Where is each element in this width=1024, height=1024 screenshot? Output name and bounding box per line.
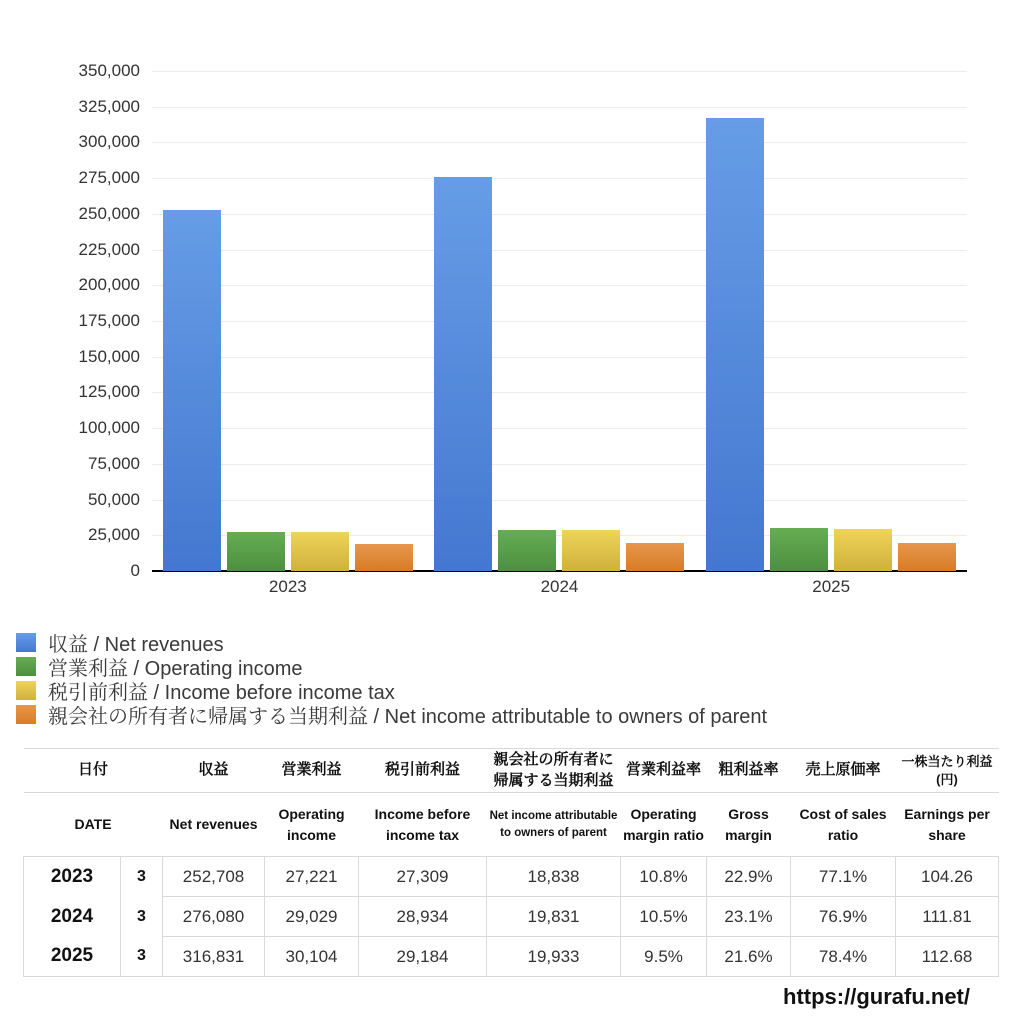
legend-item-4 (16, 702, 767, 726)
y-axis-tick-label: 100,000 (78, 418, 140, 438)
chart-legend (16, 630, 767, 726)
legend-label: 親会社の所有者に帰属する当期利益 / Net income attributable to owners of parent (48, 705, 768, 728)
legend-item-1 (16, 630, 767, 654)
column-header-en: DATE (24, 793, 163, 857)
year-cell: 2025 (24, 937, 121, 977)
column-header-jp: 一株当たり利益(円) (896, 749, 999, 793)
column-header-en: Gross margin (707, 793, 791, 857)
value-cell: 29,184 (359, 937, 487, 977)
value-cell: 30,104 (265, 937, 359, 977)
value-cell: 27,221 (265, 857, 359, 897)
value-cell: 18,838 (487, 857, 621, 897)
table-row (24, 897, 999, 937)
bar-series1-2023 (163, 210, 221, 571)
bar-series4-2025 (898, 543, 956, 572)
y-axis-tick-label: 50,000 (88, 489, 140, 509)
value-cell: 76.9% (791, 897, 896, 937)
value-cell: 10.5% (621, 897, 707, 937)
legend-swatch-icon (16, 657, 36, 676)
table-header-row-en (24, 793, 999, 857)
column-header-jp: 営業利益率 (621, 749, 707, 793)
y-axis-tick-label: 175,000 (78, 311, 140, 330)
table-row (24, 857, 999, 897)
value-cell: 10.8% (621, 857, 707, 897)
column-header-en: Income before income tax (359, 793, 487, 857)
y-axis-tick-label: 0 (130, 561, 140, 580)
y-axis-tick-label: 275,000 (78, 168, 140, 188)
value-cell: 28,934 (359, 897, 487, 937)
bar-series3-2024 (562, 530, 620, 571)
value-cell: 316,831 (163, 937, 265, 977)
site-url: https://gurafu.net/ (783, 984, 970, 1009)
bar-series1-2024 (434, 177, 492, 571)
column-header-jp: 親会社の所有者に帰属する当期利益 (487, 749, 621, 793)
bar-series1-2025 (706, 118, 764, 571)
bar-series3-2025 (834, 529, 892, 571)
column-header-jp: 日付 (24, 749, 163, 793)
y-axis-tick-label: 250,000 (78, 203, 140, 223)
y-axis-tick-label: 150,000 (78, 346, 140, 366)
y-axis-tick-label: 325,000 (78, 96, 140, 116)
column-header-en: Earnings per share (896, 793, 999, 857)
column-header-en: Net revenues (163, 793, 265, 857)
value-cell: 252,708 (163, 857, 265, 897)
bar-series4-2024 (626, 543, 684, 571)
month-cell: 3 (121, 937, 163, 977)
value-cell: 21.6% (707, 937, 791, 977)
table-row (24, 937, 999, 977)
bar-group-2023 (152, 71, 424, 571)
month-cell: 3 (121, 897, 163, 937)
value-cell: 78.4% (791, 937, 896, 977)
y-axis-tick-label: 200,000 (78, 275, 140, 295)
column-header-en: Operating margin ratio (621, 793, 707, 857)
y-axis-tick-label: 75,000 (88, 453, 140, 473)
y-axis-tick-label: 300,000 (78, 132, 140, 152)
bar-series2-2023 (227, 532, 285, 571)
y-axis-tick-label: 350,000 (78, 61, 140, 80)
value-cell: 27,309 (359, 857, 487, 897)
legend-item-2 (16, 654, 767, 678)
column-header-jp: 収益 (163, 749, 265, 793)
column-header-jp: 営業利益 (265, 749, 359, 793)
value-cell: 19,831 (487, 897, 621, 937)
bar-series4-2023 (355, 544, 413, 571)
column-header-en: Net income attributable to owners of parent (487, 793, 621, 857)
value-cell: 22.9% (707, 857, 791, 897)
y-axis-tick-label: 125,000 (78, 382, 140, 402)
bar-series2-2024 (498, 530, 556, 572)
financial-table (23, 748, 999, 977)
bar-group-2025 (695, 71, 967, 571)
year-cell: 2023 (24, 857, 121, 897)
bar-series3-2023 (291, 532, 349, 571)
y-axis-tick-label: 25,000 (88, 525, 140, 545)
value-cell: 23.1% (707, 897, 791, 937)
legend-label: 営業利益 / Operating income (48, 657, 303, 680)
legend-label: 収益 / Net revenues (48, 633, 224, 656)
month-cell: 3 (121, 857, 163, 897)
value-cell: 19,933 (487, 937, 621, 977)
bar-group-2024 (424, 71, 696, 571)
x-axis-label-2025: 2025 (812, 577, 851, 596)
column-header-jp: 粗利益率 (707, 749, 791, 793)
bar-series2-2025 (770, 528, 828, 571)
value-cell: 77.1% (791, 857, 896, 897)
value-cell: 29,029 (265, 897, 359, 937)
y-axis-tick-label: 225,000 (78, 239, 140, 259)
column-header-en: Operating income (265, 793, 359, 857)
x-axis-label-2024: 2024 (540, 577, 579, 596)
value-cell: 276,080 (163, 897, 265, 937)
value-cell: 104.26 (896, 857, 999, 897)
legend-swatch-icon (16, 681, 36, 700)
legend-swatch-icon (16, 633, 36, 652)
year-cell: 2024 (24, 897, 121, 937)
value-cell: 9.5% (621, 937, 707, 977)
x-axis-label-2023: 2023 (268, 577, 307, 596)
table-header-row-jp (24, 749, 999, 793)
legend-item-3 (16, 678, 767, 702)
column-header-en: Cost of sales ratio (791, 793, 896, 857)
column-header-jp: 税引前利益 (359, 749, 487, 793)
column-header-jp: 売上原価率 (791, 749, 896, 793)
legend-label: 税引前利益 / Income before income tax (48, 681, 395, 704)
value-cell: 112.68 (896, 937, 999, 977)
value-cell: 111.81 (896, 897, 999, 937)
legend-swatch-icon (16, 705, 36, 724)
